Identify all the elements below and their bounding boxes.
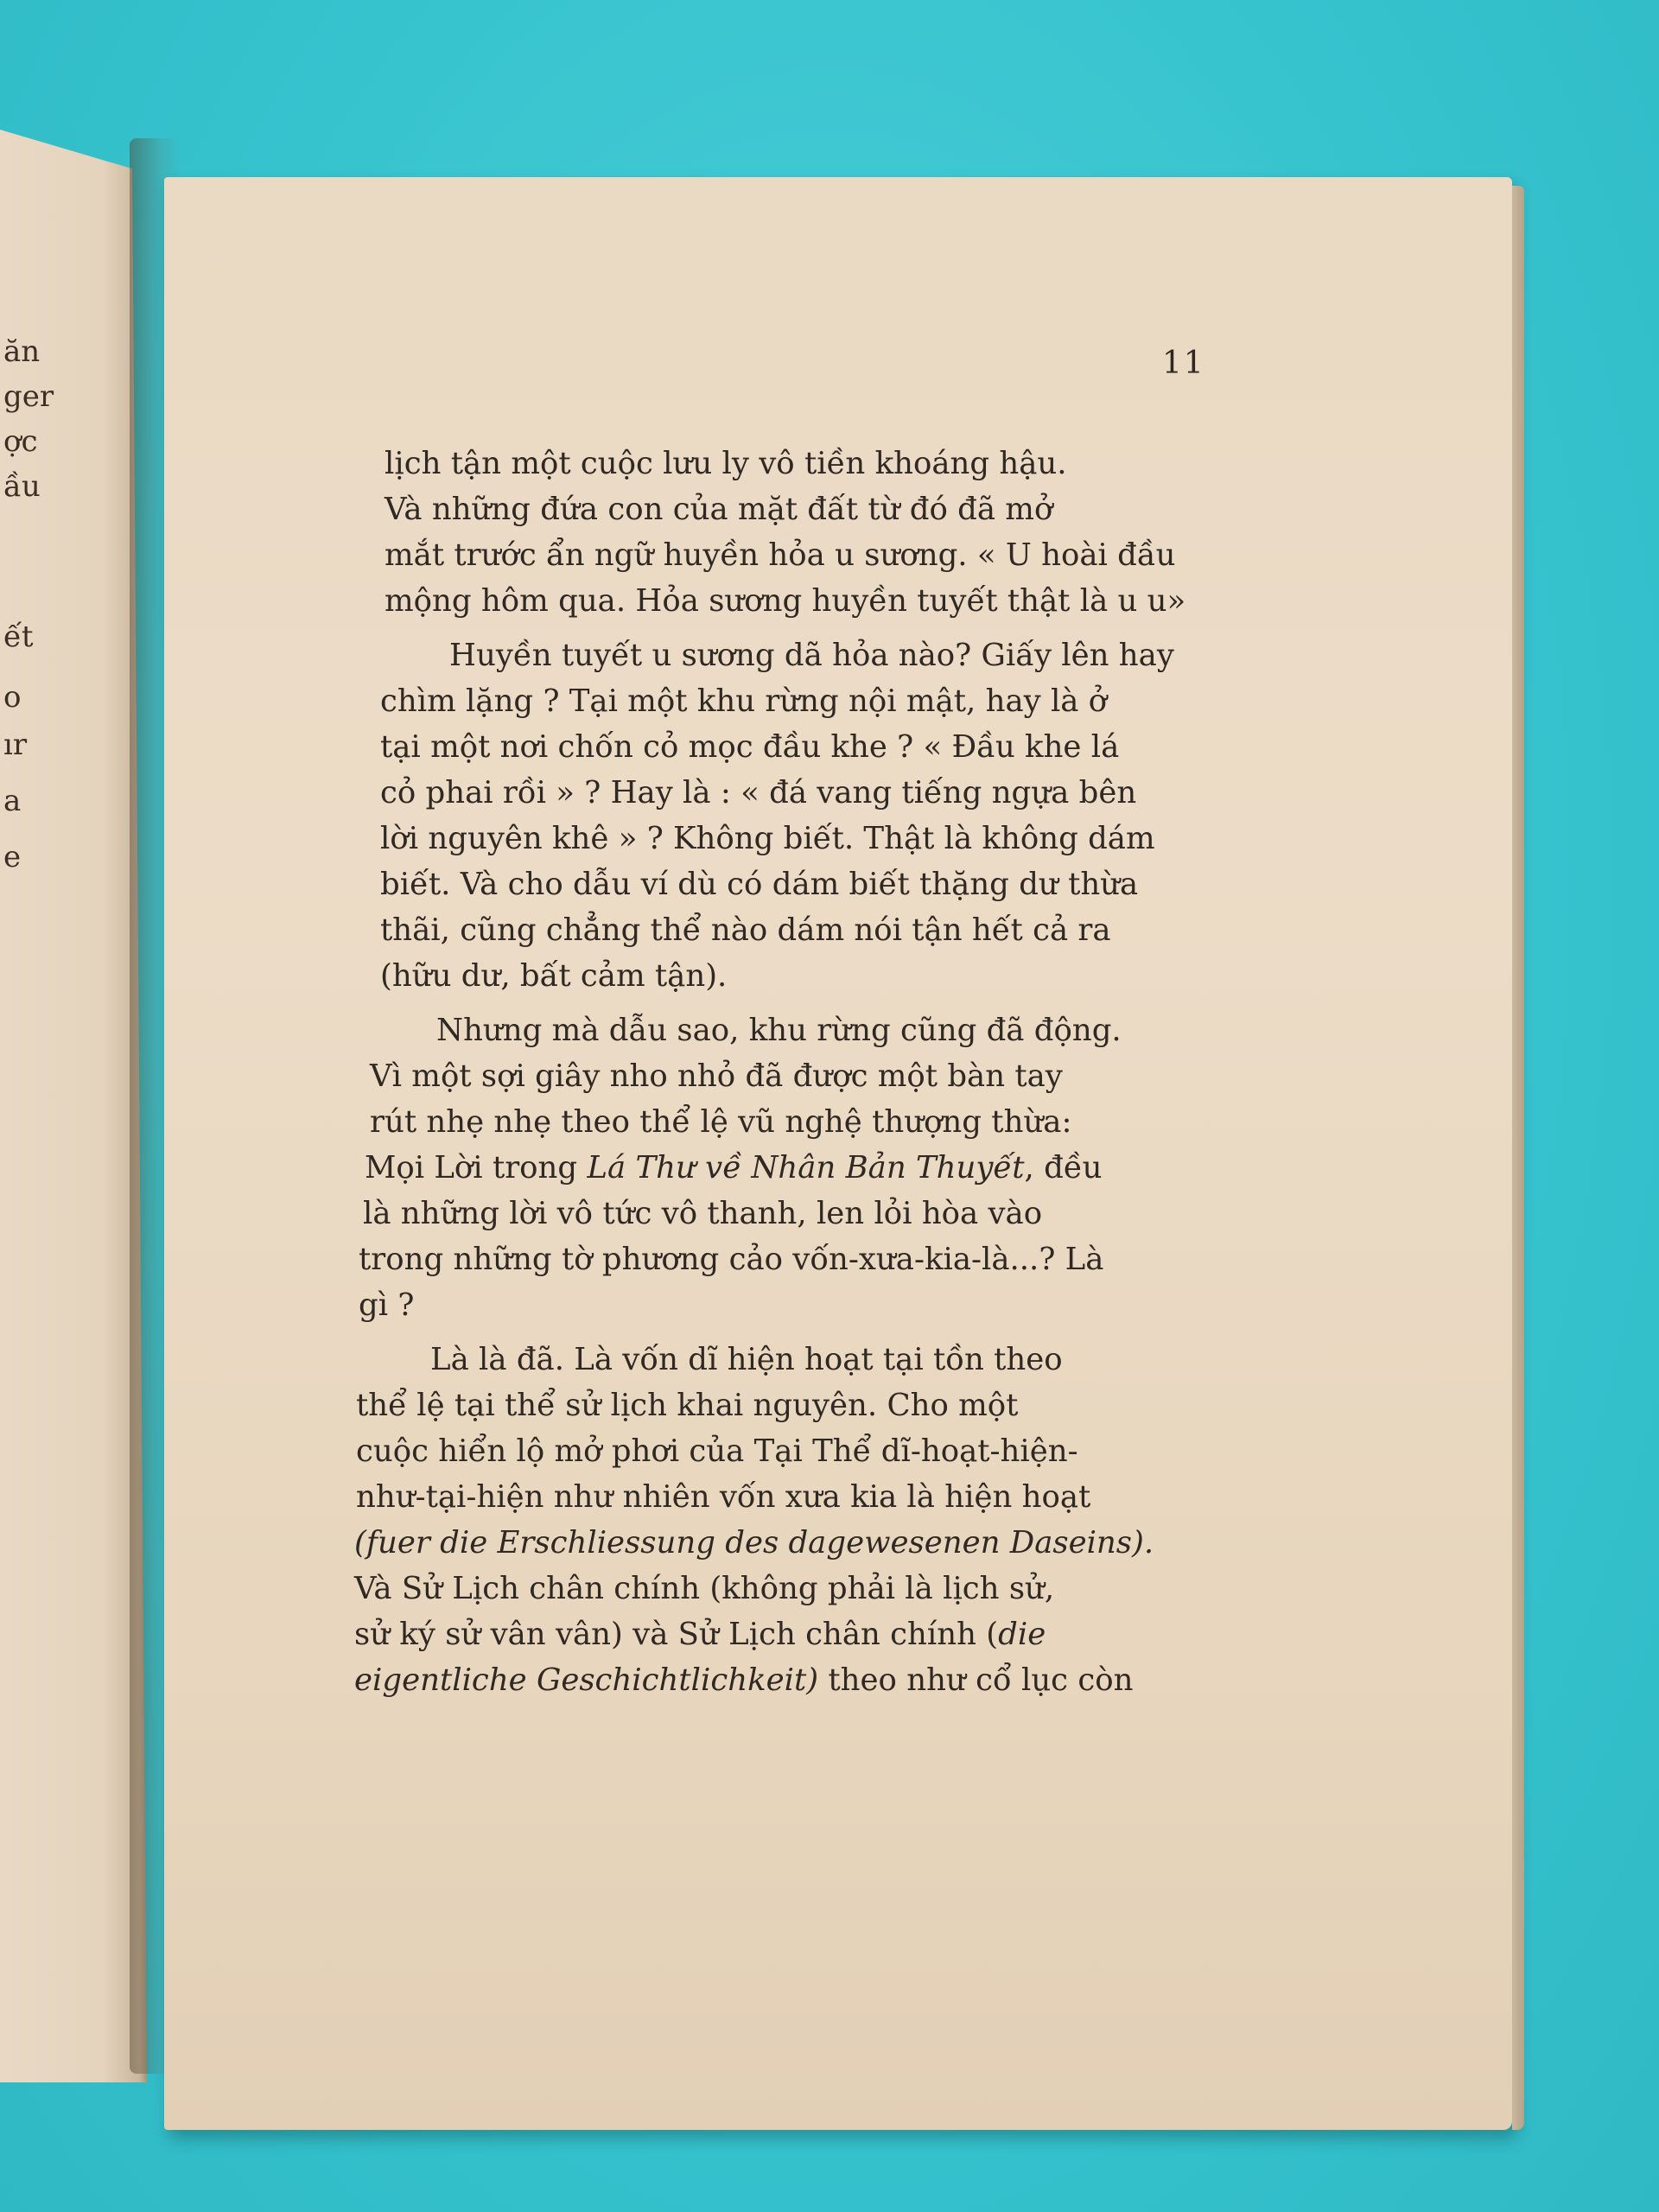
text-line: Huyền tuyết u sương dã hỏa nào? Giấy lên hay <box>449 638 1174 673</box>
text-line: như-tại-hiện như nhiên vốn xưa kia là hiện hoạt <box>356 1479 1091 1515</box>
text-segment: Mọi Lời trong <box>365 1150 588 1185</box>
italic-term: eigentliche Geschichtlichkeit) <box>354 1662 819 1698</box>
text-line: cỏ phai rồi » ? Hay là : « đá vang tiếng ngựa bên <box>380 775 1137 810</box>
text-line: rút nhẹ nhẹ theo thể lệ vũ nghệ thượng thừa: <box>370 1104 1072 1140</box>
text-line: lời nguyên khê » ? Không biết. Thật là không dám <box>380 821 1155 856</box>
fragment: ợc <box>3 424 38 459</box>
text-line: Là là đã. Là vốn dĩ hiện hoạt tại tồn theo <box>430 1342 1063 1377</box>
text-line: là những lời vô tức vô thanh, len lỏi hòa vào <box>363 1196 1043 1231</box>
fragment: o <box>3 680 22 715</box>
fragment: ăn <box>3 334 41 369</box>
text-line: mộng hôm qua. Hỏa sương huyền tuyết thật là u u» <box>385 583 1186 619</box>
book-page <box>164 177 1512 2130</box>
text-line: Nhưng mà dẫu sao, khu rừng cũng đã động. <box>436 1013 1122 1048</box>
text-line: mắt trước ẩn ngữ huyền hỏa u sương. « U hoài đầu <box>385 537 1176 573</box>
fragment: e <box>3 840 22 874</box>
text-line <box>354 1145 1244 1191</box>
text-line: Và những đứa con của mặt đất từ đó đã mở <box>385 492 1053 527</box>
text-line: gì ? <box>359 1287 415 1323</box>
italic-term: die <box>998 1617 1046 1652</box>
text-line: Vì một sợi giây nho nhỏ đã được một bàn tay <box>370 1058 1063 1094</box>
facing-page <box>0 130 147 2082</box>
text-line <box>354 1657 1244 1703</box>
text-line: cuộc hiển lộ mở phơi của Tại Thể dĩ-hoạt-hiện- <box>356 1433 1078 1469</box>
text-line: lịch tận một cuộc lưu ly vô tiền khoáng hậu. <box>385 446 1067 481</box>
text-line <box>354 1611 1244 1657</box>
text-line: (fuer die Erschliessung des dagewesenen Daseins). <box>354 1525 1154 1560</box>
text-segment: sử ký sử vân vân) và Sử Lịch chân chính ( <box>354 1617 999 1652</box>
text-line: biết. Và cho dẫu ví dù có dám biết thặng dư thừa <box>380 867 1139 902</box>
text-line: trong những tờ phương cảo vốn-xưa-kia-là...? Là <box>359 1242 1104 1277</box>
text-segment: , đều <box>1024 1150 1103 1185</box>
fragment: ger <box>3 379 54 414</box>
book-title-italic: Lá Thư về Nhân Bản Thuyết <box>587 1150 1025 1185</box>
text-line: (hữu dư, bất cảm tận). <box>380 958 728 994</box>
fragment: ır <box>3 728 28 762</box>
text-segment: theo như cổ lục còn <box>818 1662 1134 1698</box>
text-line: thãi, cũng chẳng thể nào dám nói tận hết cả ra <box>380 912 1111 948</box>
page-number: 11 <box>1162 346 1205 381</box>
text-line: thể lệ tại thể sử lịch khai nguyên. Cho một <box>356 1388 1019 1423</box>
fragment: ết <box>3 620 34 654</box>
fragment: a <box>3 784 22 818</box>
text-line: chìm lặng ? Tại một khu rừng nội mật, hay là ở <box>380 683 1108 719</box>
text-line: tại một nơi chốn cỏ mọc đầu khe ? « Đầu khe lá <box>380 729 1120 765</box>
text-line: Và Sử Lịch chân chính (không phải là lịch sử, <box>354 1571 1055 1606</box>
page-text <box>354 441 1244 1703</box>
fragment: ầu <box>3 469 41 504</box>
